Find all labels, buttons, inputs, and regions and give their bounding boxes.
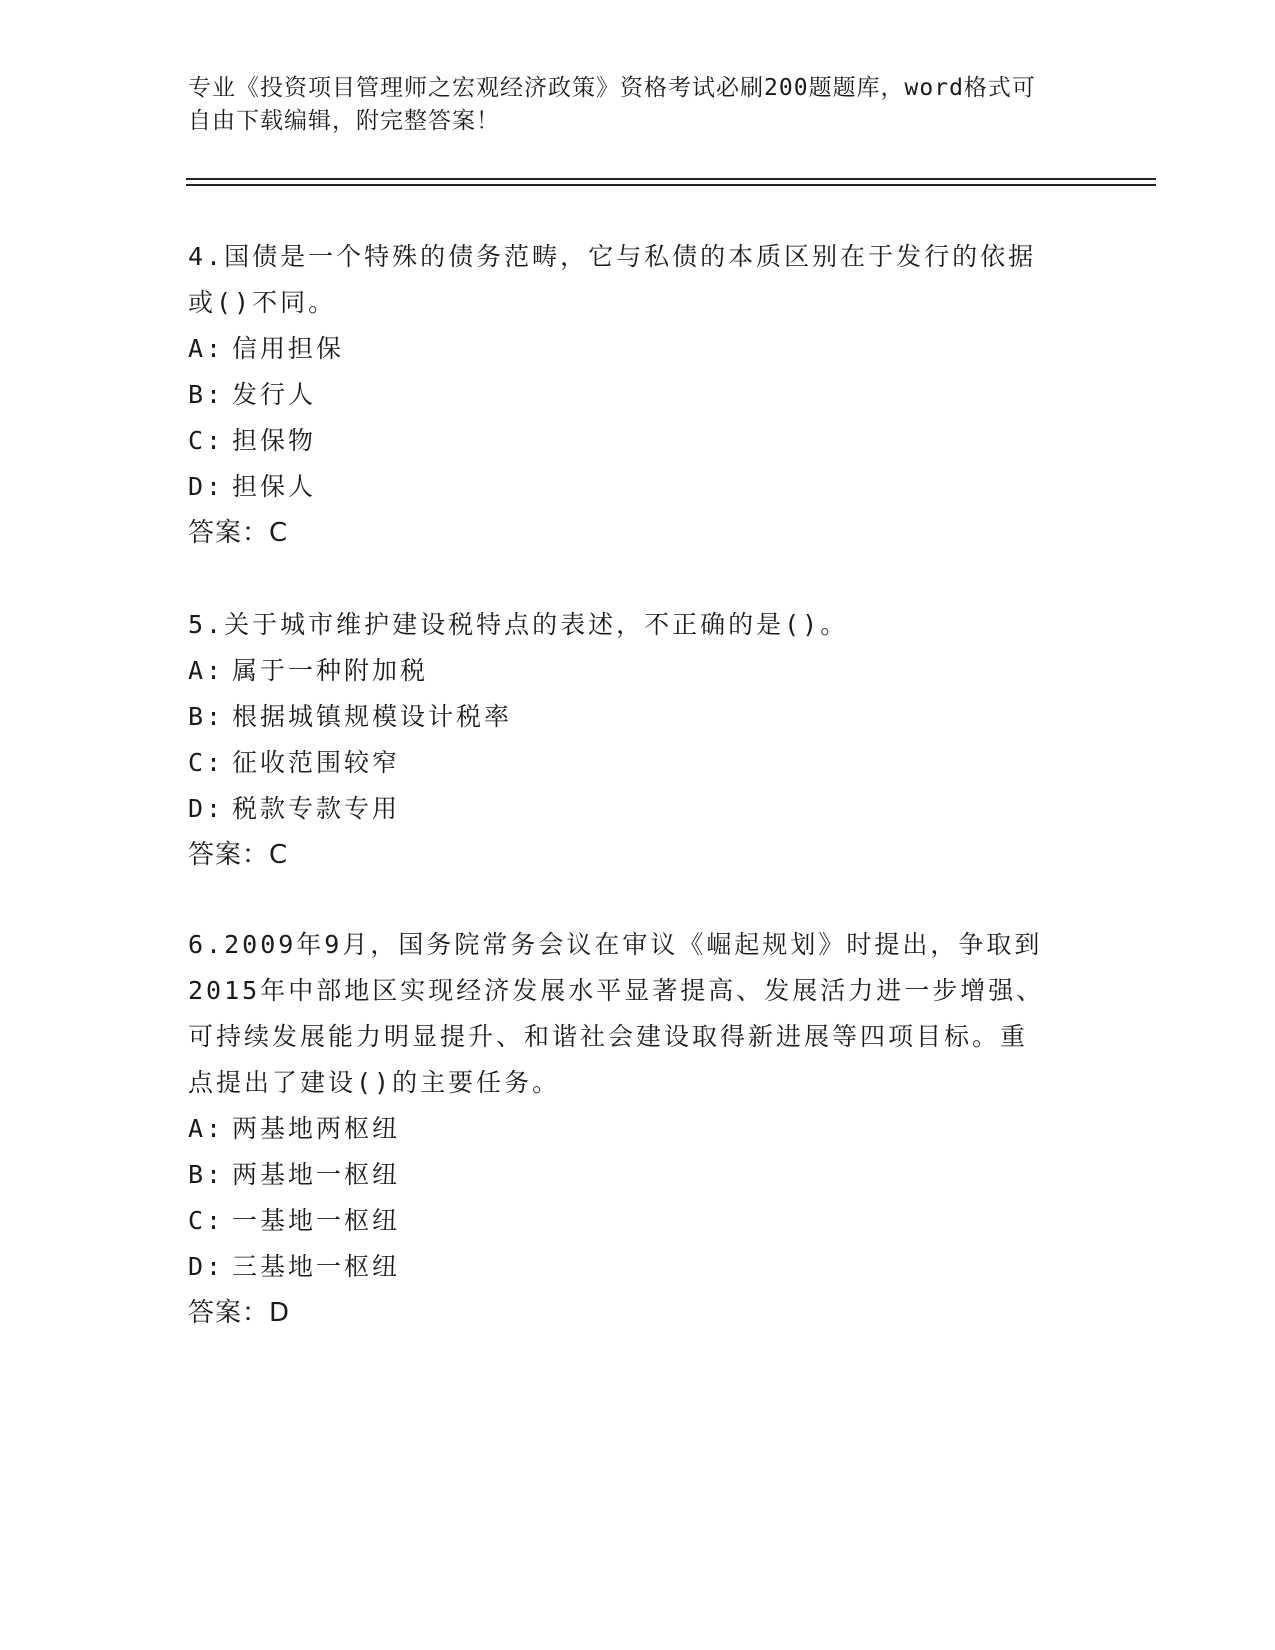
- option-letter: B:: [188, 702, 225, 731]
- question-stem-line: 2015年中部地区实现经济发展水平显著提高、发展活力进一步增强、: [188, 976, 1045, 1005]
- option-a: [188, 648, 1068, 694]
- option-c: [188, 740, 1068, 786]
- option-letter: C:: [188, 1206, 225, 1235]
- question-5: [188, 602, 1068, 878]
- option-text: 发行人: [232, 380, 317, 409]
- option-text: 担保人: [232, 472, 317, 501]
- header-line-2: 自由下载编辑，附完整答案！: [188, 108, 500, 134]
- option-text: 信用担保: [232, 334, 345, 363]
- option-letter: B:: [188, 380, 225, 409]
- option-b: [188, 372, 1068, 418]
- answer-line: 答案：C: [188, 518, 289, 548]
- option-text: 三基地一枢纽: [232, 1252, 401, 1281]
- option-letter: D:: [188, 1252, 225, 1281]
- header-divider-top: [186, 178, 1156, 180]
- question-stem-line: 或()不同。: [188, 288, 337, 317]
- header-line-1: 专业《投资项目管理师之宏观经济政策》资格考试必刷200题题库，word格式可: [188, 75, 1036, 101]
- option-letter: A:: [188, 334, 225, 363]
- question-stem-line: 4.国债是一个特殊的债务范畴，它与私债的本质区别在于发行的依据: [188, 242, 1037, 271]
- option-a: [188, 1106, 1068, 1152]
- header-divider-bottom: [186, 184, 1156, 186]
- document-header: [188, 72, 1068, 138]
- option-letter: C:: [188, 748, 225, 777]
- option-letter: B:: [188, 1160, 225, 1189]
- answer-line: 答案：D: [188, 1298, 291, 1328]
- option-text: 两基地一枢纽: [232, 1160, 401, 1189]
- option-letter: C:: [188, 426, 225, 455]
- option-c: [188, 418, 1068, 464]
- answer-line: 答案：C: [188, 840, 289, 870]
- option-d: [188, 1244, 1068, 1290]
- option-b: [188, 1152, 1068, 1198]
- question-stem-line: 6.2009年9月，国务院常务会议在审议《崛起规划》时提出，争取到: [188, 930, 1043, 959]
- option-text: 根据城镇规模设计税率: [232, 702, 513, 731]
- question-4: [188, 234, 1068, 556]
- option-text: 属于一种附加税: [232, 656, 429, 685]
- option-b: [188, 694, 1068, 740]
- option-d: [188, 786, 1068, 832]
- option-c: [188, 1198, 1068, 1244]
- option-letter: D:: [188, 794, 225, 823]
- option-text: 担保物: [232, 426, 317, 455]
- question-stem-line: 可持续发展能力明显提升、和谐社会建设取得新进展等四项目标。重: [188, 1022, 1029, 1051]
- question-stem-line: 点提出了建设()的主要任务。: [188, 1068, 561, 1097]
- option-a: [188, 326, 1068, 372]
- question-stem-line: 5.关于城市维护建设税特点的表述，不正确的是()。: [188, 610, 849, 639]
- option-letter: A:: [188, 1114, 225, 1143]
- option-letter: D:: [188, 472, 225, 501]
- option-text: 征收范围较窄: [232, 748, 401, 777]
- option-text: 两基地两枢纽: [232, 1114, 401, 1143]
- option-text: 税款专款专用: [232, 794, 401, 823]
- option-d: [188, 464, 1068, 510]
- option-text: 一基地一枢纽: [232, 1206, 401, 1235]
- question-6: [188, 922, 1068, 1336]
- option-letter: A:: [188, 656, 225, 685]
